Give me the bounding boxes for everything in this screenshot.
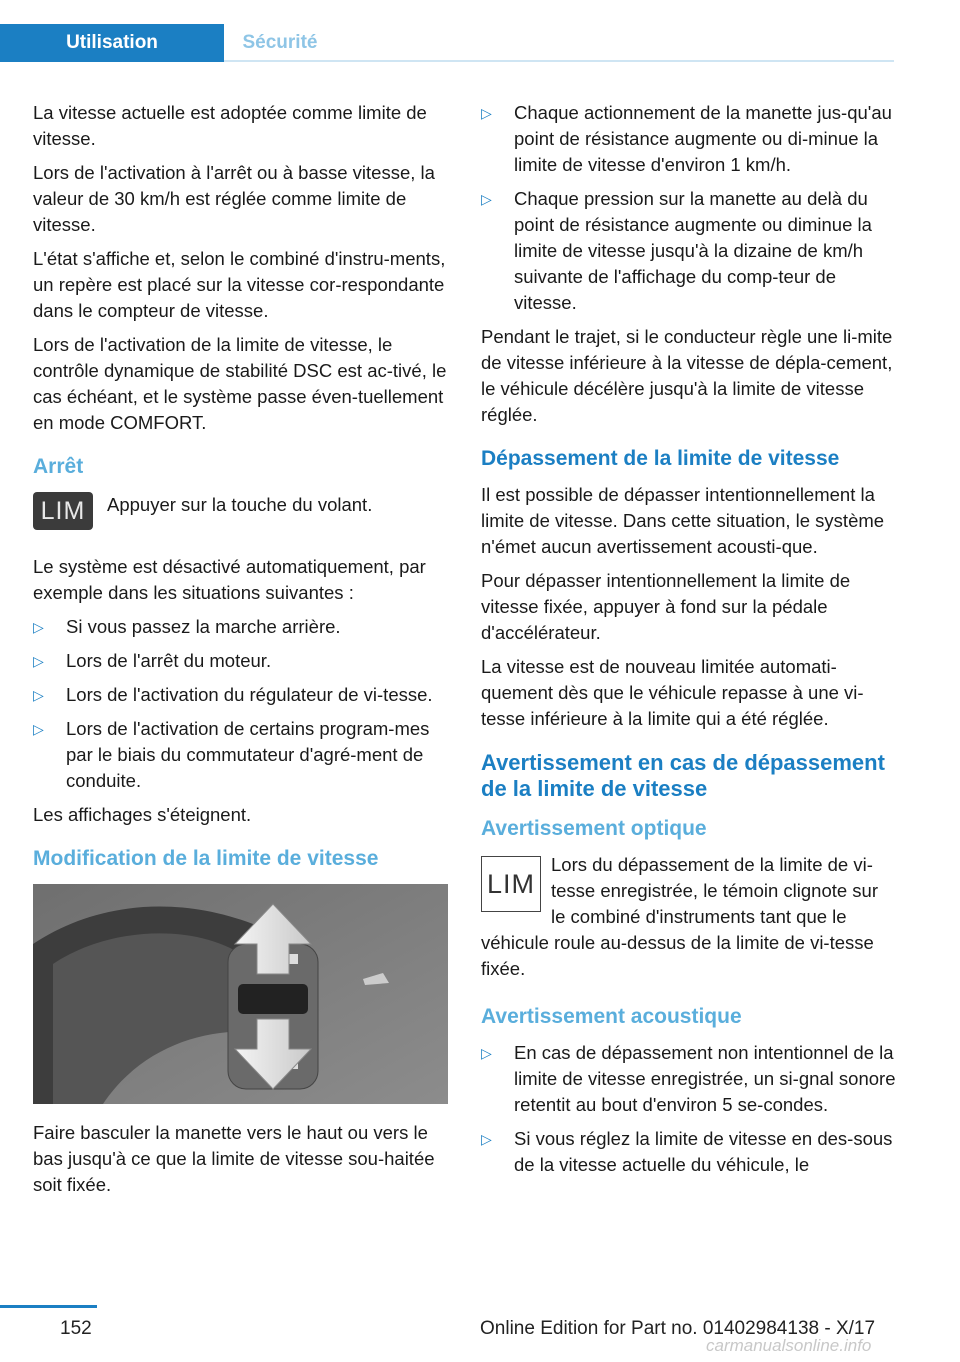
list-item-text: Lors de l'activation de certains program‐mes par le biais du commutateur d'agré‐ment de conduite. — [66, 718, 430, 791]
acoustic-list — [481, 1040, 896, 1178]
list-item — [481, 100, 896, 178]
left-column — [33, 100, 448, 1206]
paragraph: Pendant le trajet, si le conducteur règle une li‐mite de vitesse inférieure à la vitesse de dépla‐cement, le véhicule décélère jusqu'à la limite de vitesse réglée. — [481, 326, 893, 425]
list-item-text: Lors de l'activation du régulateur de vi‐tesse. — [66, 684, 433, 705]
lim-indicator-icon — [481, 856, 541, 912]
paragraph: Le système est désactivé automatiquement, par exemple dans les situations suivantes : — [33, 556, 426, 603]
arret-text: Appuyer sur la touche du volant. — [107, 494, 373, 515]
lim-button-label: LIM — [33, 492, 93, 530]
bullet-triangle-icon: ▷ — [33, 619, 44, 635]
heading-avertissement: Avertissement en cas de dépassement de la limite de vitesse — [481, 750, 885, 801]
bullet-triangle-icon: ▷ — [481, 1131, 492, 1147]
list-item — [481, 1126, 896, 1178]
bullet-triangle-icon: ▷ — [33, 721, 44, 737]
heading-optique: Avertissement optique — [481, 817, 707, 840]
bullet-triangle-icon: ▷ — [481, 191, 492, 207]
paragraph: Lors du dépassement de la limite de vi‐tesse enregistrée, le témoin clignote sur le combiné d'instruments tant que le véhicule roule au-dessus de la limite de vi‐tesse fixée. — [481, 854, 879, 979]
right-column — [481, 100, 896, 1186]
paragraph: Pour dépasser intentionnellement la limite de vitesse fixée, appuyer à fond sur la pédale d'accélérateur. — [481, 570, 851, 643]
bullet-triangle-icon: ▷ — [33, 653, 44, 669]
list-item — [481, 1040, 896, 1118]
heading-modification: Modification de la limite de vitesse — [33, 847, 379, 870]
list-item-text: Si vous réglez la limite de vitesse en des‐sous de la vitesse actuelle du véhicule, le — [514, 1128, 893, 1175]
list-item-text: Lors de l'arrêt du moteur. — [66, 650, 272, 671]
edition-note: Online Edition for Part no. 01402984138 - X/17 — [480, 1318, 876, 1339]
list-item — [33, 614, 448, 640]
heading-arret: Arrêt — [33, 455, 84, 478]
steering-wheel-photo — [33, 884, 448, 1104]
heading-depassement: Dépassement de la limite de vitesse — [481, 447, 840, 470]
paragraph: Les affichages s'éteignent. — [33, 804, 252, 825]
header-tabs — [0, 24, 894, 62]
optique-block — [481, 852, 896, 990]
list-item — [33, 716, 448, 794]
list-item — [481, 186, 896, 316]
tab-utilisation[interactable]: Utilisation — [0, 24, 224, 62]
paragraph: La vitesse est de nouveau limitée automati‐quement dès que le véhicule repasse à une vi‐tesse inférieure à la limite qui a été réglée. — [481, 656, 864, 729]
arret-instruction — [33, 492, 448, 544]
heading-acoustique: Avertissement acoustique — [481, 1005, 742, 1028]
paragraph: L'état s'affiche et, selon le combiné d'instru‐ments, un repère est placé sur la vitesse cor‐respondante dans le compteur de vitesse. — [33, 248, 446, 321]
list-item-text: Chaque actionnement de la manette jus‐qu'au point de résistance augmente ou di‐minue la limite de vitesse d'environ 1 km/h. — [514, 102, 892, 175]
lim-button-icon — [33, 492, 93, 530]
paragraph: Lors de l'activation à l'arrêt ou à basse vitesse, la valeur de 30 km/h est réglée comme limite de vitesse. — [33, 162, 435, 235]
bullet-triangle-icon: ▷ — [481, 105, 492, 121]
list-item-text: Chaque pression sur la manette au delà du point de résistance augmente ou diminue la limite de vitesse jusqu'à la dizaine de km/h suivante de l'affichage du comp‐teur de vitesse. — [514, 188, 872, 313]
paragraph: La vitesse actuelle est adoptée comme limite de vitesse. — [33, 102, 427, 149]
list-item-text: En cas de dépassement non intentionnel de la limite de vitesse enregistrée, un si‐gnal sonore retentit au bout d'environ 5 se‐condes. — [514, 1042, 896, 1115]
footer-rule — [0, 1305, 97, 1308]
deactivation-list — [33, 614, 448, 794]
paragraph: Lors de l'activation de la limite de vitesse, le contrôle dynamique de stabilité DSC est ac‐tivé, le cas échéant, et le système passe éven‐tuellement en mode COMFORT. — [33, 334, 447, 433]
paragraph: Il est possible de dépasser intentionnellement la limite de vitesse. Dans cette situation, le système n'émet aucun avertissement acousti‐que. — [481, 484, 885, 557]
paragraph: Faire basculer la manette vers le haut ou vers le bas jusqu'à ce que la limite de vitesse sou‐haitée soit fixée. — [33, 1122, 435, 1195]
list-item — [33, 682, 448, 708]
list-item-text: Si vous passez la marche arrière. — [66, 616, 341, 637]
bullet-triangle-icon: ▷ — [481, 1045, 492, 1061]
adjustment-list — [481, 100, 896, 316]
tab-securite[interactable]: Sécurité — [242, 32, 318, 53]
bullet-triangle-icon: ▷ — [33, 687, 44, 703]
page-number: 152 — [60, 1318, 92, 1339]
lim-indicator-label: LIM — [481, 856, 541, 912]
list-item — [33, 648, 448, 674]
tab-underline — [224, 60, 894, 62]
watermark: carmanualsonline.info — [706, 1336, 872, 1355]
